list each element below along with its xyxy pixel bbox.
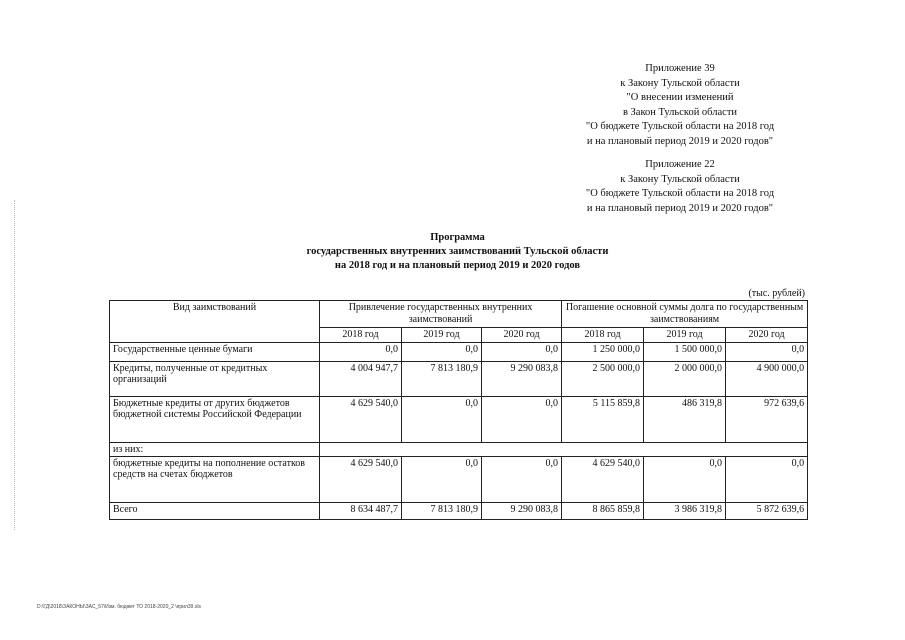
cell-value: 0,0 bbox=[644, 457, 726, 503]
borrowing-table bbox=[109, 300, 808, 520]
units-label: (тыс. рублей) bbox=[748, 288, 805, 299]
file-path-footer: D:\ГД\2018\ЗАКОНЫ\ЗАС_57\Изм. бюджет ТО 2018-2020_2 \прил39.xls bbox=[37, 604, 201, 610]
row-label: бюджетные кредиты на пополнение остатков средств на счетах бюджетов bbox=[110, 457, 320, 503]
cell-value: 0,0 bbox=[482, 397, 562, 443]
cell-value: 5 115 859,8 bbox=[562, 397, 644, 443]
appendix-line: к Закону Тульской области bbox=[620, 173, 740, 185]
row-label: Кредиты, полученные от кредитных организаций bbox=[110, 362, 320, 397]
cell-value: 2 000 000,0 bbox=[644, 362, 726, 397]
cell-value: 0,0 bbox=[402, 343, 482, 362]
table-row bbox=[110, 397, 808, 443]
cell-value: 7 813 180,9 bbox=[402, 362, 482, 397]
col-header-attract: Привлечение государственных внутренних заимствований bbox=[320, 301, 562, 328]
cell-value: 4 629 540,0 bbox=[320, 457, 402, 503]
of-which-row bbox=[110, 443, 808, 457]
cell-value: 2 500 000,0 bbox=[562, 362, 644, 397]
cell-value: 0,0 bbox=[482, 457, 562, 503]
cell-value: 0,0 bbox=[320, 343, 402, 362]
appendix-line: "О бюджете Тульской области на 2018 год bbox=[585, 121, 775, 132]
cell-value: 486 319,8 bbox=[644, 397, 726, 443]
cell-value: 9 290 083,8 bbox=[482, 362, 562, 397]
appendix-line: в Закон Тульской области bbox=[622, 106, 738, 118]
total-row bbox=[110, 503, 808, 520]
total-label: Всего bbox=[110, 503, 320, 520]
cell-value: 4 004 947,7 bbox=[320, 362, 402, 397]
year-header: 2020 год bbox=[482, 328, 562, 343]
appendix-line: и на плановый период 2019 и 2020 годов" bbox=[586, 135, 774, 147]
year-header: 2018 год bbox=[562, 328, 644, 343]
year-header: 2020 год bbox=[726, 328, 808, 343]
row-label: Бюджетные кредиты от других бюджетов бюджетной системы Российской Федерации bbox=[110, 397, 320, 443]
year-header: 2019 год bbox=[402, 328, 482, 343]
appendix-line: "О бюджете Тульской области на 2018 год bbox=[585, 188, 775, 199]
cell-value: 8 865 859,8 bbox=[562, 503, 644, 520]
cell-value: 972 639,6 bbox=[726, 397, 808, 443]
cell-value: 7 813 180,9 bbox=[402, 503, 482, 520]
table-row bbox=[110, 457, 808, 503]
appendix-line: и на плановый период 2019 и 2020 годов" bbox=[586, 202, 774, 214]
cell-value: 1 250 000,0 bbox=[562, 343, 644, 362]
table-row bbox=[110, 343, 808, 362]
title-line: государственных внутренних заимствований Тульской области bbox=[306, 246, 609, 257]
empty-cell bbox=[320, 443, 808, 457]
col-header-repay: Погашение основной суммы долга по государственным заимствованиям bbox=[562, 301, 808, 328]
appendix-line: Приложение 39 bbox=[645, 63, 715, 74]
of-which-label: из них: bbox=[110, 443, 320, 457]
appendix-39-header bbox=[560, 62, 800, 149]
document-title bbox=[230, 231, 685, 273]
cell-value: 0,0 bbox=[726, 457, 808, 503]
table-row bbox=[110, 362, 808, 397]
cell-value: 4 900 000,0 bbox=[726, 362, 808, 397]
cell-value: 0,0 bbox=[482, 343, 562, 362]
scan-margin-marks bbox=[14, 200, 17, 530]
appendix-line: к Закону Тульской области bbox=[620, 77, 740, 89]
title-line: на 2018 год и на плановый период 2019 и 2020 годов bbox=[334, 260, 581, 271]
cell-value: 4 629 540,0 bbox=[562, 457, 644, 503]
appendix-line: "О внесении изменений bbox=[626, 92, 734, 103]
appendix-line: Приложение 22 bbox=[645, 159, 715, 170]
cell-value: 1 500 000,0 bbox=[644, 343, 726, 362]
year-header: 2018 год bbox=[320, 328, 402, 343]
title-line: Программа bbox=[430, 232, 485, 243]
header-row bbox=[110, 301, 808, 328]
cell-value: 0,0 bbox=[726, 343, 808, 362]
row-label: Государственные ценные бумаги bbox=[110, 343, 320, 362]
year-header: 2019 год bbox=[644, 328, 726, 343]
cell-value: 3 986 319,8 bbox=[644, 503, 726, 520]
appendix-22-header bbox=[560, 158, 800, 216]
cell-value: 0,0 bbox=[402, 397, 482, 443]
cell-value: 8 634 487,7 bbox=[320, 503, 402, 520]
cell-value: 0,0 bbox=[402, 457, 482, 503]
col-header-type: Вид заимствований bbox=[110, 301, 320, 343]
cell-value: 9 290 083,8 bbox=[482, 503, 562, 520]
cell-value: 4 629 540,0 bbox=[320, 397, 402, 443]
cell-value: 5 872 639,6 bbox=[726, 503, 808, 520]
